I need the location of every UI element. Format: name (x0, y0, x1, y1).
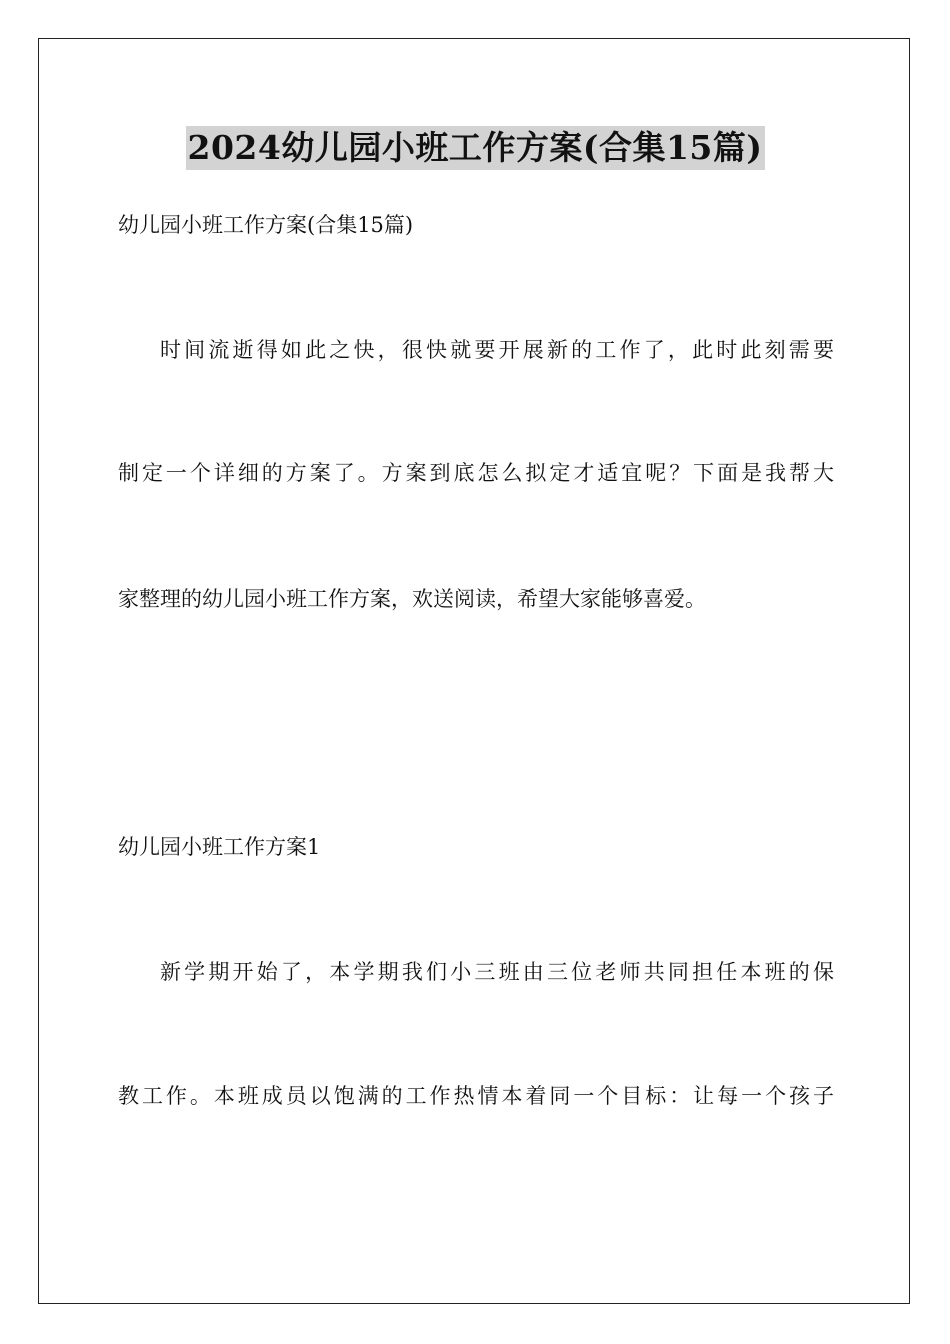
section-line-2: 教工作。本班成员以饱满的工作热情本着同一个目标：让每一个孩子 (118, 1084, 834, 1108)
intro-line-2: 制定一个详细的方案了。方案到底怎么拟定才适宜呢？下面是我帮大 (118, 461, 834, 485)
section-line-1: 新学期开始了，本学期我们小三班由三位老师共同担任本班的保 (160, 960, 834, 984)
section-heading: 幼儿园小班工作方案1 (118, 835, 321, 859)
intro-line-3: 家整理的幼儿园小班工作方案，欢送阅读，希望大家能够喜爱。 (118, 587, 706, 611)
intro-line-1: 时间流逝得如此之快，很快就要开展新的工作了，此时此刻需要 (160, 338, 834, 362)
document-subtitle: 幼儿园小班工作方案(合集15篇) (118, 213, 414, 237)
title-container (0, 126, 950, 170)
document-title: 2024幼儿园小班工作方案(合集15篇) (186, 126, 765, 170)
